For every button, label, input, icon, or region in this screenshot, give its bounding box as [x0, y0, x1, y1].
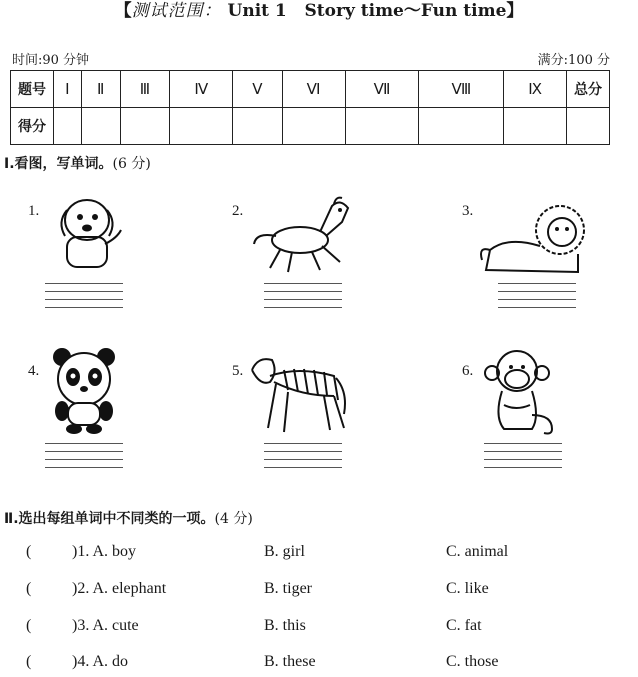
horse-illustration: [250, 192, 355, 277]
answer-lines[interactable]: [484, 443, 562, 475]
answer-lines[interactable]: [264, 283, 342, 315]
answer-lines[interactable]: [498, 283, 576, 315]
score-cell[interactable]: [120, 108, 170, 145]
option-a: )1. A. boy: [72, 543, 136, 560]
item-4-number: 4.: [28, 363, 40, 379]
item-2-number: 2.: [232, 203, 244, 219]
col-3: Ⅲ: [120, 71, 170, 108]
item-1-number: 1.: [28, 203, 40, 219]
section-2-title: [4, 508, 253, 528]
col-5: Ⅴ: [233, 71, 283, 108]
unit-label: Unit 1: [227, 1, 287, 21]
question-row: [0, 543, 638, 567]
answer-blank[interactable]: (: [26, 617, 32, 634]
col-4: Ⅳ: [170, 71, 233, 108]
section-1-title: [4, 153, 151, 173]
option-b: B. these: [264, 653, 316, 670]
exam-time: 时间:90 分钟: [12, 53, 90, 68]
col-2: Ⅱ: [81, 71, 120, 108]
score-cell[interactable]: [54, 108, 82, 145]
answer-lines[interactable]: [45, 283, 123, 315]
score-cell[interactable]: [282, 108, 345, 145]
score-label: 得分: [11, 108, 54, 145]
option-a: )2. A. elephant: [72, 580, 167, 597]
monkey-illustration: [482, 345, 562, 435]
option-a: )3. A. cute: [72, 617, 139, 634]
score-cell[interactable]: [345, 108, 419, 145]
score-cell[interactable]: [81, 108, 120, 145]
section-2-points: (4 分): [214, 511, 253, 527]
col-7: Ⅶ: [345, 71, 419, 108]
answer-blank[interactable]: (: [26, 543, 32, 560]
col-6: Ⅵ: [282, 71, 345, 108]
full-score: 满分:100 分: [537, 53, 610, 68]
section-1-points: (6 分): [112, 156, 151, 172]
score-cell[interactable]: [170, 108, 233, 145]
page-header: [0, 0, 638, 22]
item-6-number: 6.: [462, 363, 474, 379]
option-b: B. girl: [264, 543, 305, 560]
section-1-title-text: Ⅰ.看图，写单词。: [4, 156, 113, 172]
score-table-score-row: [11, 108, 610, 145]
tiger-illustration: [248, 352, 353, 437]
option-b: B. this: [264, 617, 306, 634]
answer-lines[interactable]: [264, 443, 342, 475]
option-c: C. those: [446, 653, 499, 670]
answer-blank[interactable]: (: [26, 653, 32, 670]
option-c: C. animal: [446, 543, 509, 560]
bracket-open: 【: [114, 1, 132, 21]
score-table-header-row: [11, 71, 610, 108]
score-cell[interactable]: [419, 108, 504, 145]
score-table: [10, 70, 610, 145]
question-row: [0, 653, 638, 677]
question-row: [0, 617, 638, 641]
option-c: C. like: [446, 580, 489, 597]
col-1: Ⅰ: [54, 71, 82, 108]
answer-blank[interactable]: (: [26, 580, 32, 597]
score-cell[interactable]: [567, 108, 610, 145]
dog-illustration: [45, 192, 125, 277]
item-5-number: 5.: [232, 363, 244, 379]
answer-lines[interactable]: [45, 443, 123, 475]
item-3-number: 3.: [462, 203, 474, 219]
col-8: Ⅷ: [419, 71, 504, 108]
test-scope-label: 测试范围：: [131, 1, 222, 21]
option-a: )4. A. do: [72, 653, 128, 670]
option-c: C. fat: [446, 617, 482, 634]
section-2-title-text: Ⅱ.选出每组单词中不同类的一项。: [4, 511, 215, 527]
bracket-close: 】: [506, 1, 524, 21]
score-cell[interactable]: [233, 108, 283, 145]
topic-label: Story time～Fun time: [304, 1, 507, 21]
total-label: 总分: [567, 71, 610, 108]
lion-illustration: [478, 200, 590, 278]
question-number-label: 题号: [11, 71, 54, 108]
question-row: [0, 580, 638, 604]
col-9: Ⅸ: [504, 71, 567, 108]
panda-illustration: [48, 345, 120, 435]
score-cell[interactable]: [504, 108, 567, 145]
option-b: B. tiger: [264, 580, 312, 597]
